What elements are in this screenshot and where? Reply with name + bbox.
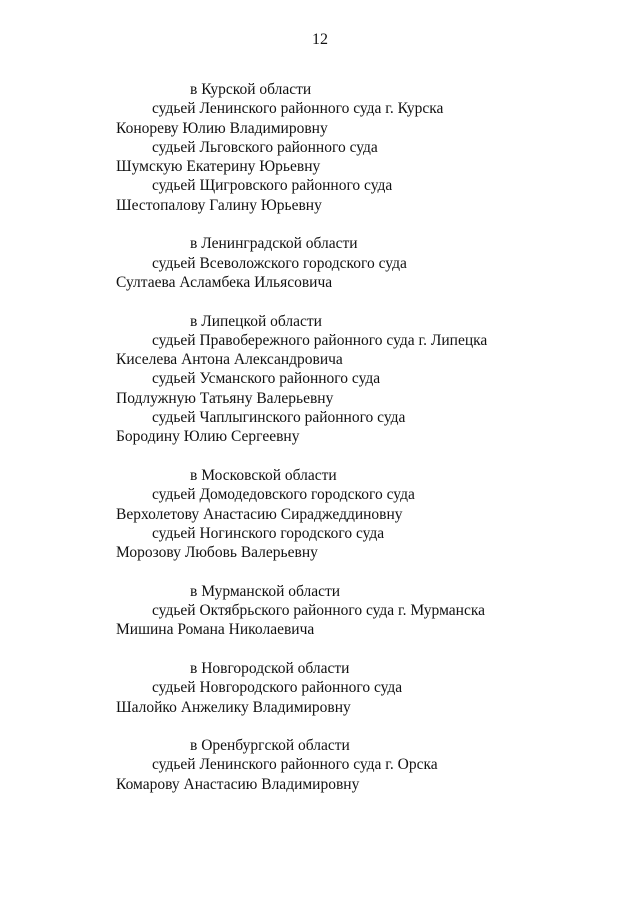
court-line: судьей Правобережного районного суда г. Липецка — [152, 331, 488, 349]
court-line: судьей Щигровского районного суда — [152, 177, 393, 195]
judge-name: Подлужную Татьяну Валерьевну — [116, 389, 334, 407]
court-line: судьей Домодедовского городского суда — [152, 486, 415, 504]
court-line: судьей Ленинского районного суда г. Курска — [152, 100, 444, 118]
region-title: в Липецкой области — [190, 312, 322, 330]
region-novgorod — [116, 659, 616, 717]
region-lipetsk — [116, 312, 616, 447]
region-orenburg — [116, 736, 616, 794]
region-leningrad — [116, 234, 616, 292]
judge-name: Комарову Анастасию Владимировну — [116, 775, 360, 793]
region-title: в Мурманской области — [190, 582, 341, 600]
judge-name: Султаева Асламбека Ильясовича — [116, 273, 333, 291]
judge-name: Верхолетову Анастасию Сираджеддиновну — [116, 505, 403, 523]
document-body — [116, 80, 616, 813]
judge-name: Бородину Юлию Сергеевну — [116, 428, 300, 446]
judge-name: Шалойко Анжелику Владимировну — [116, 698, 351, 716]
court-line: судьей Всеволожского городского суда — [152, 254, 407, 272]
region-murmansk — [116, 582, 616, 640]
judge-name: Мишина Романа Николаевича — [116, 621, 315, 639]
judge-name: Шестопалову Галину Юрьевну — [116, 196, 322, 214]
region-title: в Курской области — [190, 81, 312, 98]
judge-name: Киселева Антона Александровича — [116, 351, 343, 369]
region-moscow — [116, 466, 616, 562]
region-kursk — [116, 80, 616, 215]
court-line: судьей Новгородского районного суда — [152, 679, 403, 697]
court-line: судьей Октябрьского районного суда г. Мурманска — [152, 602, 486, 620]
court-line: судьей Ленинского районного суда г. Орска — [152, 756, 438, 774]
court-line: судьей Ногинского городского суда — [152, 524, 385, 542]
court-line: судьей Чаплыгинского районного суда — [152, 409, 406, 427]
page-number: 12 — [312, 31, 328, 48]
judge-name: Шумскую Екатерину Юрьевну — [116, 158, 321, 176]
region-title: в Ленинградской области — [190, 235, 358, 253]
judge-name: Морозову Любовь Валерьевну — [116, 544, 318, 562]
region-title: в Оренбургской области — [190, 737, 350, 755]
court-line: судьей Усманского районного суда — [152, 370, 381, 388]
judge-name: Конореву Юлию Владимировну — [116, 119, 328, 137]
region-title: в Новгородской области — [190, 659, 350, 677]
court-line: судьей Льговского районного суда — [152, 138, 378, 156]
region-title: в Московской области — [190, 466, 337, 484]
